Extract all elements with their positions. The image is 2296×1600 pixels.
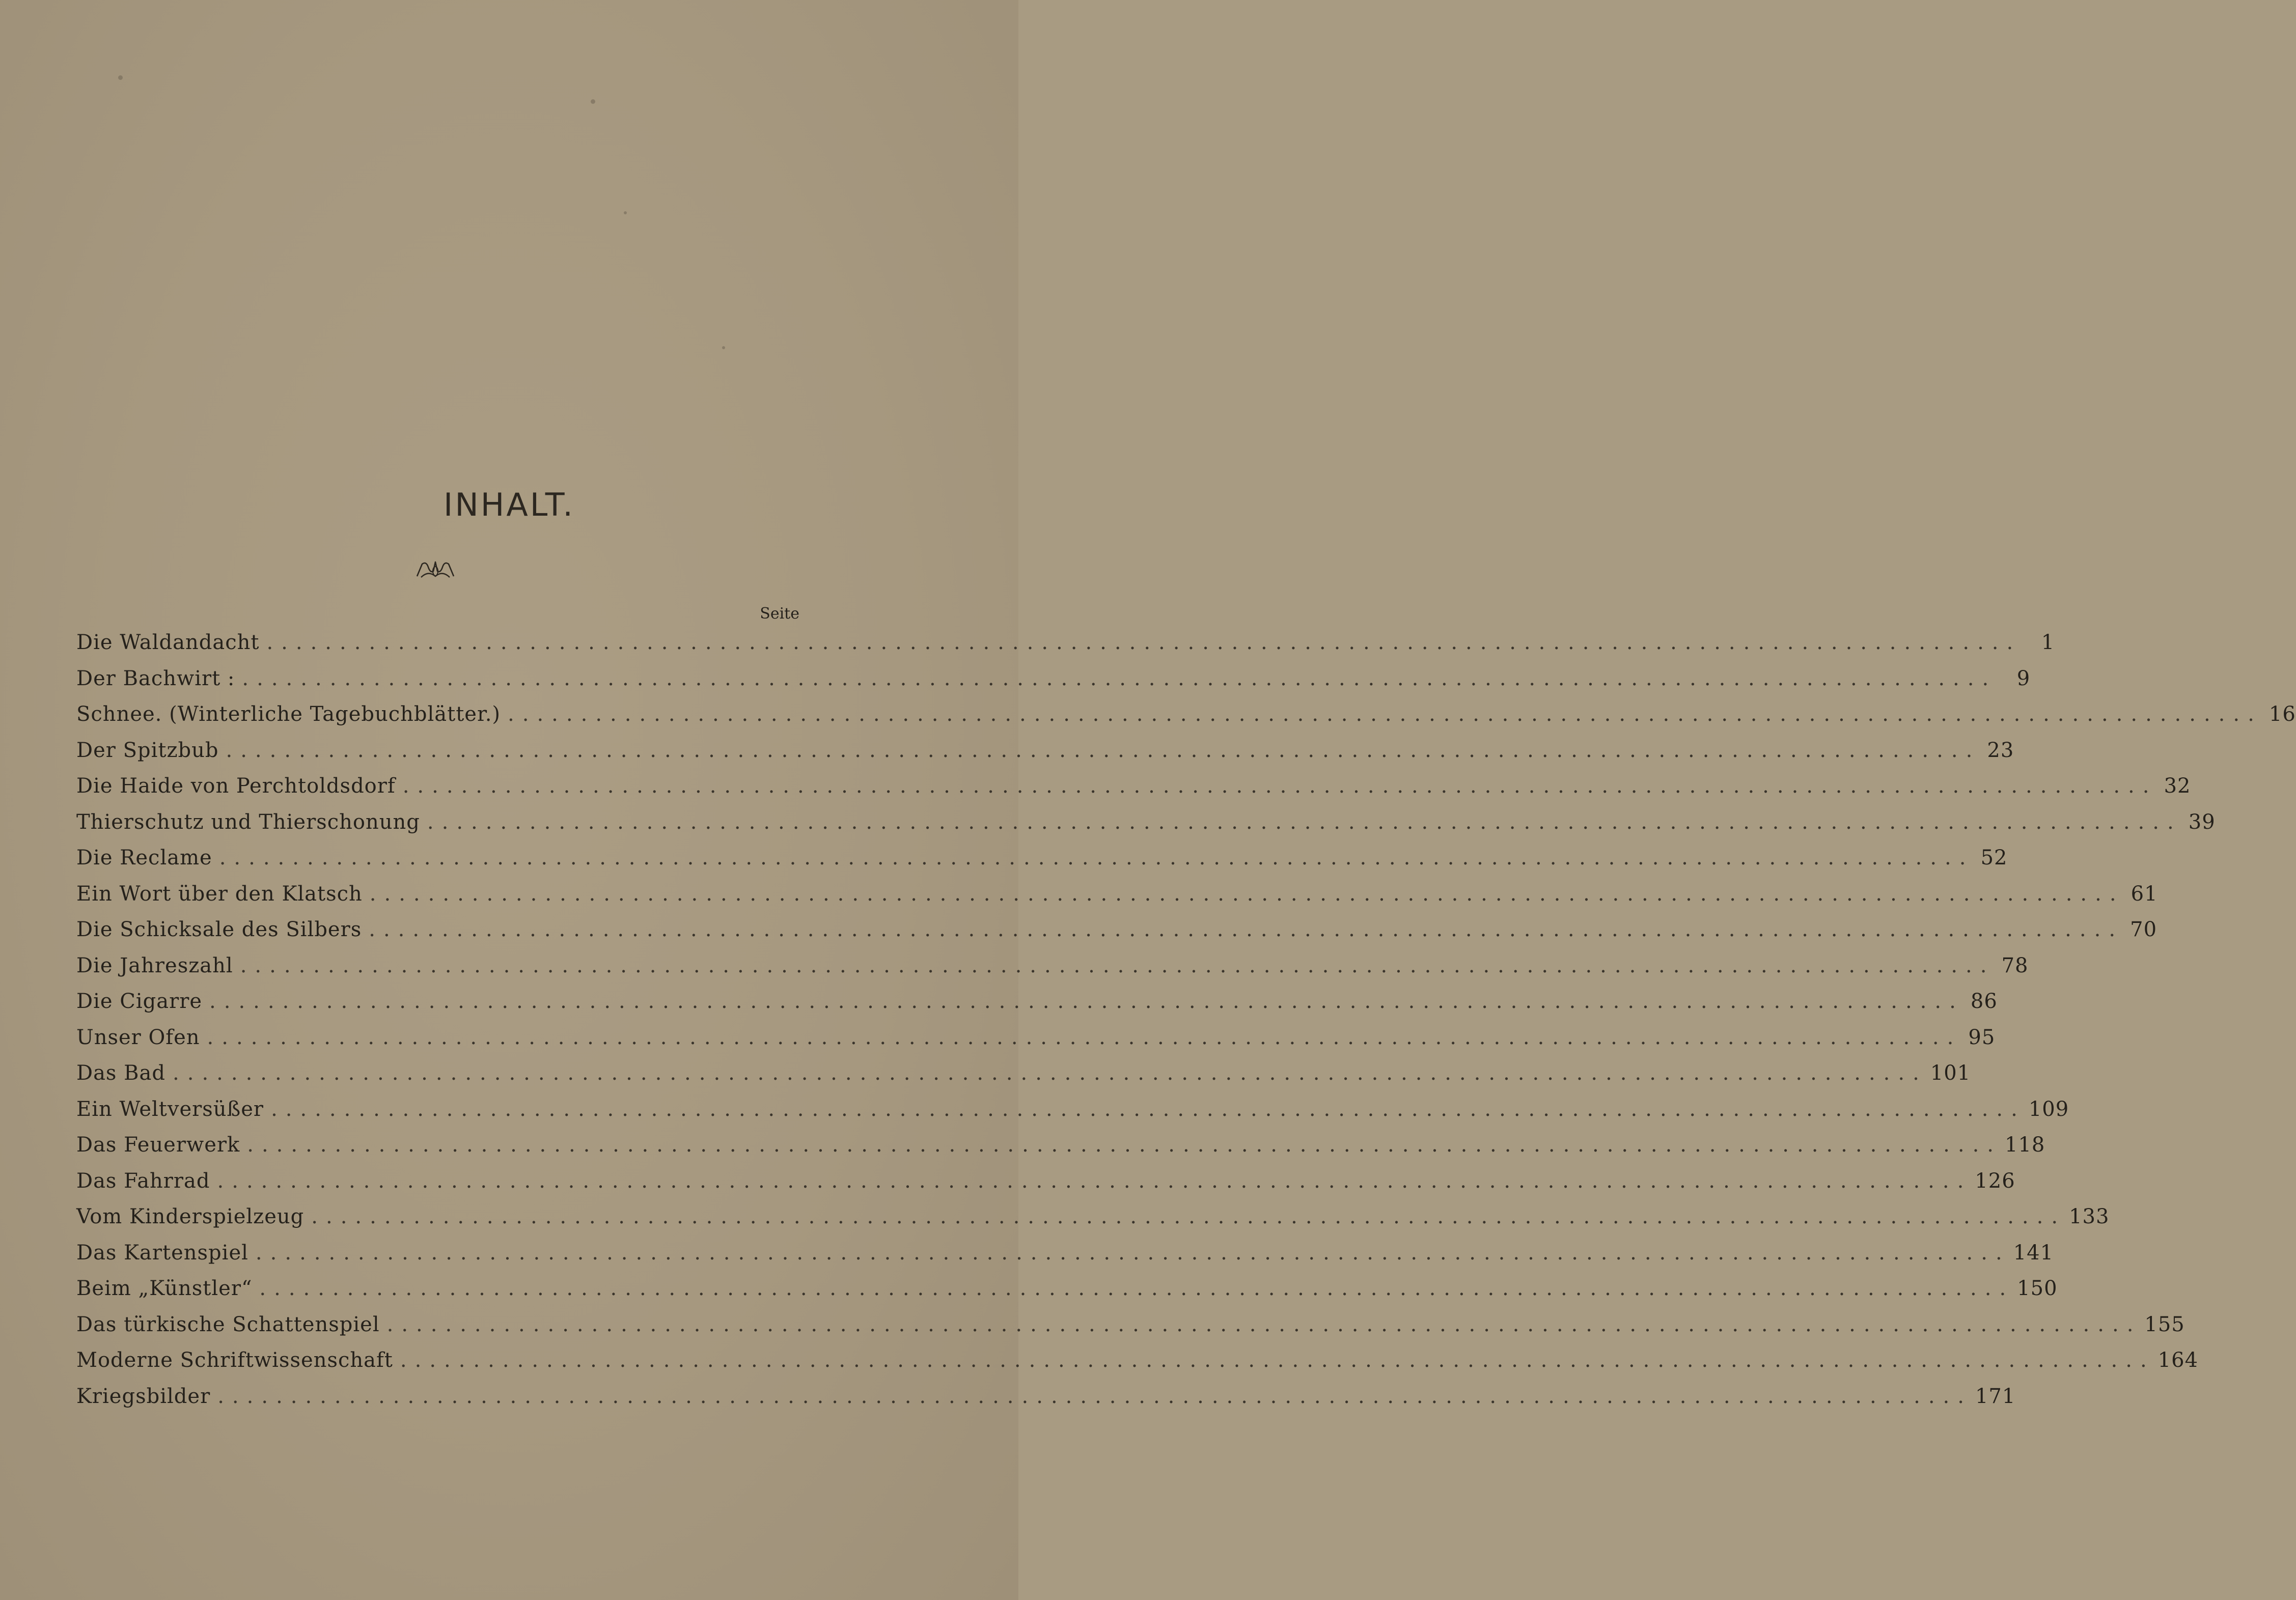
toc-entry	[76, 948, 2029, 984]
dot-leader: ........................................................................................................................	[400, 1349, 2155, 1372]
toc-entry-page: 78	[2001, 953, 2029, 977]
dot-leader: ........................................................................................................................	[209, 990, 1964, 1013]
paper-speck	[722, 346, 725, 349]
toc-entry-title: Die Jahreszahl	[76, 953, 233, 977]
toc-entry-page: 23	[1987, 738, 2014, 762]
dot-leader: ........................................................................................................................	[247, 1133, 2002, 1157]
toc-entry-title: Moderne Schriftwissenschaft	[76, 1349, 393, 1372]
dot-leader: ........................................................................................................................	[311, 1205, 2066, 1228]
toc-entry	[76, 1379, 2016, 1415]
toc-entry-title: Kriegsbilder	[76, 1384, 211, 1408]
toc-entry-title: Die Reclame	[76, 846, 212, 869]
dot-leader: ........................................................................................................................	[508, 703, 2262, 726]
toc-entry	[76, 1235, 2054, 1271]
dot-leader: ........................................................................................................................	[217, 1384, 1972, 1408]
toc-entry-title: Die Schicksale des Silbers	[76, 918, 362, 941]
toc-entry-page: 101	[1930, 1061, 1971, 1085]
toc-entry	[76, 625, 2055, 661]
toc-entry-title: Das Bad	[76, 1061, 166, 1085]
toc-entry-page: 95	[1968, 1025, 1996, 1049]
toc-entry	[76, 1091, 2069, 1128]
dot-leader: ........................................................................................................................	[219, 846, 1974, 869]
toc-entry-title: Vom Kinderspielzeug	[76, 1205, 305, 1228]
toc-entry-page: 70	[2130, 918, 2157, 941]
floral-ornament-icon	[415, 559, 456, 582]
toc-entry-page: 164	[2157, 1349, 2199, 1372]
dot-leader: ........................................................................................................................	[266, 631, 2022, 654]
page-column-label: Seite	[760, 605, 799, 623]
toc-entry-page: 61	[2131, 882, 2158, 906]
dot-leader: ........................................................................................................................	[427, 810, 2182, 834]
dot-leader: ........................................................................................................................	[226, 738, 1981, 762]
dot-leader: ........................................................................................................................	[242, 666, 1997, 690]
toc-entry-page: 52	[1980, 846, 2008, 869]
paper-speck	[118, 75, 123, 80]
toc-entry	[76, 661, 2031, 697]
toc-entry-page: 141	[2013, 1241, 2054, 1265]
dot-leader: ........................................................................................................................	[386, 1312, 2142, 1336]
dot-leader: ........................................................................................................................	[217, 1169, 1972, 1193]
toc-entry-title: Das Feuerwerk	[76, 1133, 240, 1157]
toc-entry	[76, 1271, 2058, 1307]
toc-entry	[76, 1199, 2110, 1235]
toc-entry-page: 39	[2188, 810, 2216, 834]
toc-entry-page: 86	[1970, 990, 1998, 1013]
toc-entry-title: Ein Wort über den Klatsch	[76, 882, 363, 906]
toc-entry	[76, 1127, 2045, 1163]
toc-entry	[76, 1342, 2199, 1379]
paper-speck	[591, 99, 595, 104]
toc-entry	[76, 804, 2216, 840]
toc-entry-title: Die Waldandacht	[76, 631, 260, 654]
toc-entry	[76, 984, 1998, 1020]
toc-entry-title: Die Haide von Perchtoldsdorf	[76, 774, 396, 798]
toc-entry-page: 109	[2028, 1097, 2069, 1121]
toc-entry-page: 32	[2164, 774, 2191, 798]
toc-entry	[76, 733, 2014, 769]
dot-leader: ........................................................................................................................	[173, 1061, 1927, 1085]
toc-entry	[76, 1055, 1971, 1091]
toc-entry-title: Beim „Künstler“	[76, 1277, 253, 1300]
toc-entry-title: Schnee. (Winterliche Tagebuchblätter.)	[76, 703, 501, 726]
toc-entry-page: 133	[2069, 1205, 2110, 1228]
toc-entry	[76, 1163, 2015, 1199]
toc-entry-page: 9	[2016, 666, 2031, 690]
dot-leader: ........................................................................................................................	[255, 1241, 2010, 1265]
toc-entry-page: 150	[2017, 1277, 2058, 1300]
toc-entry-title: Der Spitzbub	[76, 738, 219, 762]
toc-entry-page: 16	[2269, 703, 2296, 726]
toc-entry	[76, 1020, 1996, 1056]
toc-entry-page: 171	[1975, 1384, 2016, 1408]
toc-entry-title: Der Bachwirt :	[76, 666, 235, 690]
toc-entry	[76, 840, 2008, 876]
dot-leader: ........................................................................................................................	[271, 1097, 2026, 1121]
toc-list	[76, 625, 2296, 1414]
toc-entry-title: Ein Weltversüßer	[76, 1097, 264, 1121]
toc-entry-title: Das Kartenspiel	[76, 1241, 248, 1265]
dot-leader: ........................................................................................................................	[369, 882, 2124, 906]
toc-entry-title: Die Cigarre	[76, 990, 203, 1013]
toc-entry-page: 118	[2005, 1133, 2045, 1157]
dot-leader: ........................................................................................................................	[402, 774, 2157, 798]
toc-entry-page: 126	[1975, 1169, 2015, 1193]
toc-entry-title: Das türkische Schattenspiel	[76, 1312, 380, 1336]
dot-leader: ........................................................................................................................	[259, 1277, 2014, 1300]
toc-entry	[76, 912, 2157, 948]
dot-leader: ........................................................................................................................	[369, 918, 2124, 941]
paper-speck	[624, 211, 627, 214]
toc-entry	[76, 876, 2158, 912]
dot-leader: ........................................................................................................................	[207, 1025, 1962, 1049]
toc-entry-title: Das Fahrrad	[76, 1169, 210, 1193]
toc-entry-page: 1	[2041, 631, 2055, 654]
toc-entry	[76, 768, 2191, 804]
toc-entry	[76, 1307, 2185, 1343]
toc-entry-title: Thierschutz und Thierschonung	[76, 810, 420, 834]
toc-entry	[76, 696, 2296, 733]
table-of-contents	[76, 603, 2296, 1414]
dot-leader: ........................................................................................................................	[240, 953, 1995, 977]
toc-entry-title: Unser Ofen	[76, 1025, 200, 1049]
toc-entry-page: 155	[2144, 1312, 2185, 1336]
contents-heading: INHALT.	[444, 486, 575, 523]
